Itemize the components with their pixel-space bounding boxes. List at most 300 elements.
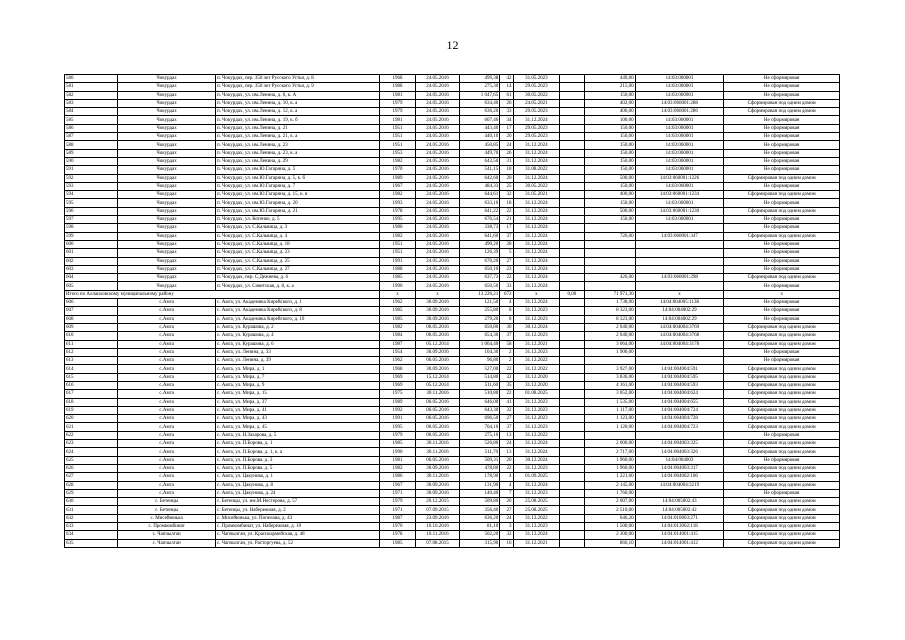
table-row [65, 323, 840, 331]
year-built-cell: 1989 [380, 174, 416, 182]
cadastral-number-cell: 14:03:060001 [635, 75, 724, 83]
area-cell: 514,80 [460, 373, 500, 381]
total-row [65, 290, 840, 298]
cadastral-number-cell: 14:04:004004:723 [635, 423, 724, 431]
area-cell: 255,80 [460, 307, 500, 315]
blank-cell [560, 240, 584, 248]
year-built-cell: 1982 [380, 157, 416, 165]
resettlement-date-cell: 31.12.2024 [513, 299, 560, 307]
address-cell: п. Чокурдах, ул. им.Ленина, д. 10, к. а [215, 99, 379, 107]
date-emergency-cell: 07.08.2015 [415, 539, 459, 547]
blank-cell [560, 381, 584, 389]
row-number-cell: 622 [65, 431, 118, 439]
land-status-cell: Не сформирован [724, 348, 840, 356]
locality-cell: Чокурдах [118, 149, 216, 157]
address-cell: с. Амга, ул. Мира, д. 9 [215, 381, 379, 389]
resettlement-date-cell: 31.12.2024 [513, 481, 560, 489]
table-row [65, 373, 840, 381]
blank-cell [560, 133, 584, 141]
address-cell: с. Амга, ул. Мира, д. 41 [215, 406, 379, 414]
blank-cell [560, 523, 584, 531]
resettlement-date-cell: 29.05.2023 [513, 124, 560, 132]
date-emergency-cell: 24.05.2016 [415, 224, 459, 232]
land-status-cell: Не сформирован [724, 315, 840, 323]
land-area-cell: 646,20 [584, 514, 635, 522]
land-status-cell: Не сформирован [724, 489, 840, 497]
land-area-cell: 2 640,00 [584, 332, 635, 340]
locality-cell: с.Амга [118, 348, 216, 356]
table-row [65, 464, 840, 472]
residents-cell: 24 [500, 141, 513, 149]
locality-cell: с.Амга [118, 307, 216, 315]
area-cell: 643,30 [460, 406, 500, 414]
total-land-area: 71 971,30 [584, 290, 635, 298]
residents-cell: 23 [500, 265, 513, 273]
table-row [65, 390, 840, 398]
land-status-cell: Сформирован под одним домом [724, 440, 840, 448]
year-built-cell: 1968 [380, 75, 416, 83]
table-row [65, 224, 840, 232]
residents-cell: 27 [500, 257, 513, 265]
year-built-cell: 1985 [380, 440, 416, 448]
year-built-cell: 1995 [380, 216, 416, 224]
land-status-cell: Сформирован под одним домом [724, 415, 840, 423]
land-status-cell: Не сформирован [724, 133, 840, 141]
row-number-cell: 619 [65, 406, 118, 414]
year-built-cell: 1981 [380, 91, 416, 99]
cadastral-number-cell: 14:04:004004:3178 [635, 340, 724, 348]
cadastral-number-cell: 14:04:004004:624 [635, 390, 724, 398]
date-emergency-cell: 24.05.2016 [415, 174, 459, 182]
locality-cell: Чокурдах [118, 182, 216, 190]
land-status-cell: Не сформирован [724, 75, 840, 83]
table-row [65, 299, 840, 307]
address-cell: с. Амга, ул. Н.Захарова, д. 5 [215, 431, 379, 439]
locality-cell: Чокурдах [118, 91, 216, 99]
residents-cell: 32 [500, 406, 513, 414]
blank-cell [560, 249, 584, 257]
land-area-cell: 1 760,00 [584, 489, 635, 497]
blank-cell [560, 431, 584, 439]
land-area-cell: 150,00 [584, 216, 635, 224]
year-built-cell: 1951 [380, 133, 416, 141]
date-emergency-cell: 30.09.2016 [415, 489, 459, 497]
year-built-cell: 1953 [380, 149, 416, 157]
blank-cell [560, 166, 584, 174]
row-number-cell: 593 [65, 182, 118, 190]
table-row [65, 166, 840, 174]
cadastral-number-cell: 14:04:004004:593 [635, 381, 724, 389]
land-status-cell: Сформирован под одним домом [724, 539, 840, 547]
locality-cell: Чокурдах [118, 124, 216, 132]
land-status-cell: Сформирован под одним домом [724, 506, 840, 514]
table-row [65, 456, 840, 464]
cadastral-number-cell: 14:04:004003 [635, 456, 724, 464]
land-area-cell: 150,00 [584, 182, 635, 190]
year-built-cell: 1971 [380, 489, 416, 497]
resettlement-date-cell: 31.12.2020 [513, 373, 560, 381]
land-status-cell: Сформирован под одним домом [724, 398, 840, 406]
blank-cell [560, 182, 584, 190]
area-cell: 178,90 [460, 473, 500, 481]
cadastral-number-cell [635, 489, 724, 497]
resettlement-date-cell: 31.12.2024 [513, 240, 560, 248]
year-built-cell: 1969 [380, 373, 416, 381]
residents-cell: 24 [500, 514, 513, 522]
resettlement-date-cell: 31.12.2022 [513, 365, 560, 373]
land-area-cell: 400,00 [584, 191, 635, 199]
date-emergency-cell: 10.11.2016 [415, 531, 459, 539]
address-cell: с. Бетенцы, ул. Набережная, д. 2 [215, 506, 379, 514]
date-emergency-cell: 24.05.2016 [415, 83, 459, 91]
blank-cell [560, 464, 584, 472]
residents-cell: 21 [500, 216, 513, 224]
locality-cell: с. Чапчылган [118, 531, 216, 539]
blank-cell [560, 307, 584, 315]
land-status-cell: Сформирован под одним домом [724, 473, 840, 481]
date-emergency-cell: 24.05.2016 [415, 240, 459, 248]
blank-cell [560, 174, 584, 182]
table-row [65, 381, 840, 389]
table-row [65, 199, 840, 207]
area-cell: 131,90 [460, 481, 500, 489]
land-area-cell: 100,00 [584, 116, 635, 124]
land-area-cell: 3 064,00 [584, 340, 635, 348]
locality-cell: с.Амга [118, 315, 216, 323]
residents-cell: 8 [500, 307, 513, 315]
address-cell: п. Чокурдах, ул. им.Ленина, д. 21 [215, 124, 379, 132]
land-status-cell: Не сформирован [724, 357, 840, 365]
table-row [65, 207, 840, 215]
table-row [65, 191, 840, 199]
blank-cell [560, 514, 584, 522]
land-status-cell: Не сформирован [724, 116, 840, 124]
address-cell: с. Амга, ул. Цакунова, д. 24 [215, 489, 379, 497]
cadastral-number-cell: 14:03:060001:288 [635, 99, 724, 107]
land-status-cell: Сформирован под одним домом [724, 531, 840, 539]
row-number-cell: 587 [65, 133, 118, 141]
row-number-cell: 625 [65, 456, 118, 464]
row-number-cell: 630 [65, 498, 118, 506]
land-status-cell: Сформирован под одним домом [724, 274, 840, 282]
cadastral-number-cell [635, 348, 724, 356]
land-area-cell: 3 836,00 [584, 373, 635, 381]
resettlement-date-cell: 31.12.2024 [513, 157, 560, 165]
address-cell: п. Чокурдах, ул. им.Ю.Гагарина, д. 20 [215, 199, 379, 207]
land-status-cell: Не сформирован [724, 83, 840, 91]
address-cell: п. Чокурдах, ул. им.Ленина, д. 23, к. а [215, 149, 379, 157]
address-cell: с. Амга, ул. Курашова, д. 4 [215, 332, 379, 340]
date-emergency-cell: 24.05.2016 [415, 108, 459, 116]
locality-cell: с.Амга [118, 332, 216, 340]
year-built-cell: 1981 [380, 456, 416, 464]
blank-cell [560, 75, 584, 83]
resettlement-date-cell: 29.05.2023 [513, 108, 560, 116]
locality-cell: с.Амга [118, 323, 216, 331]
total-cell: х [724, 290, 840, 298]
land-status-cell: Сформирован под одним домом [724, 232, 840, 240]
date-emergency-cell: 30.11.2016 [415, 473, 459, 481]
resettlement-date-cell: 25.08.2025 [513, 498, 560, 506]
land-status-cell: Не сформирован [724, 265, 840, 273]
address-cell: п. Чокурдах, ул. им.Ю.Гагарина, д. 15, к. в [215, 191, 379, 199]
table-row [65, 157, 840, 165]
land-area-cell [584, 282, 635, 290]
address-cell: п. Чокурдах, пер. 350 лет Русского Устья, д. 8 [215, 75, 379, 83]
land-area-cell [584, 224, 635, 232]
year-built-cell: 1990 [380, 448, 416, 456]
table-row [65, 332, 840, 340]
land-area-cell: 150,00 [584, 91, 635, 99]
date-emergency-cell: 30.11.2016 [415, 390, 459, 398]
table-row [65, 133, 840, 141]
cadastral-number-cell: 14:03:060001 [635, 141, 724, 149]
land-area-cell: 2 510,00 [584, 506, 635, 514]
resettlement-date-cell: 31.12.2024 [513, 141, 560, 149]
address-cell: с. Бетенцы, ул. им.М.Нестерова, д. 57 [215, 498, 379, 506]
blank-cell [560, 99, 584, 107]
area-cell: 499,38 [460, 75, 500, 83]
year-built-cell: 1984 [380, 332, 416, 340]
blank-cell [560, 423, 584, 431]
address-cell: с. Амга, ул. Академика Кирейского, д. 1 [215, 299, 379, 307]
address-cell: с. Амга, ул. Ленина, д. 33 [215, 348, 379, 356]
cadastral-number-cell: 14:04:013002:118 [635, 523, 724, 531]
year-built-cell: 1992 [380, 406, 416, 414]
resettlement-date-cell: 31.08.2022 [513, 166, 560, 174]
locality-cell: с.Амга [118, 415, 216, 423]
land-area-cell [584, 357, 635, 365]
land-status-cell: Сформирован под одним домом [724, 332, 840, 340]
table-row [65, 315, 840, 323]
residents-cell: 2 [500, 348, 513, 356]
cadastral-number-cell: 14:04:004002:29 [635, 307, 724, 315]
land-area-cell: 3 052,00 [584, 390, 635, 398]
area-cell: 502,20 [460, 531, 500, 539]
blank-cell [560, 489, 584, 497]
address-cell: с. Амга, ул. Академика Кирейского, д. 10 [215, 315, 379, 323]
address-cell: с. Чапчылган, ул. Расторгуева, д. 52 [215, 539, 379, 547]
locality-cell: Чокурдах [118, 207, 216, 215]
resettlement-date-cell: 31.12.2022 [513, 431, 560, 439]
area-cell: 96,80 [460, 357, 500, 365]
area-cell: 510,80 [460, 390, 500, 398]
row-number-cell: 608 [65, 315, 118, 323]
blank-cell [560, 124, 584, 132]
total-cell: 0,00 [560, 290, 584, 298]
address-cell: с. Амга, ул. Мира, д. 15 [215, 390, 379, 398]
address-cell: п. Чокурдах, ул. Котенко, д. 5 [215, 216, 379, 224]
land-area-cell: 2 717,00 [584, 448, 635, 456]
cadastral-number-cell: 14:03:060001 [635, 91, 724, 99]
locality-cell: с.Амга [118, 456, 216, 464]
land-status-cell: Сформирован под одним домом [724, 207, 840, 215]
land-status-cell: Сформирован под одним домом [724, 523, 840, 531]
resettlement-date-cell: 31.05.2021 [513, 191, 560, 199]
year-built-cell: 1982 [380, 232, 416, 240]
land-area-cell: 1 120,00 [584, 423, 635, 431]
table-row [65, 365, 840, 373]
resettlement-date-cell: 31.12.2023 [513, 315, 560, 323]
date-emergency-cell: 30.09.2016 [415, 365, 459, 373]
locality-cell: Чокурдах [118, 83, 216, 91]
address-cell: п. Чокурдах, ул. С.Кальвица, д. 23 [215, 249, 379, 257]
residents-cell: 26 [500, 498, 513, 506]
residents-cell: 34 [500, 116, 513, 124]
resettlement-date-cell: 31.12.2024 [513, 232, 560, 240]
year-built-cell: 1985 [380, 539, 416, 547]
residents-cell: 5 [500, 249, 513, 257]
table-row [65, 440, 840, 448]
table-row [65, 265, 840, 273]
land-area-cell: 402,00 [584, 99, 635, 107]
address-cell: с. Амга, ул. Курашова, д. 6 [215, 340, 379, 348]
cadastral-number-cell: 14:04:004004:3219 [635, 481, 724, 489]
cadastral-number-cell: 14:03:060001 [635, 182, 724, 190]
address-cell: с. Амга, ул. Курашова, д. 2 [215, 323, 379, 331]
address-cell: п. Чокурдах, ул. им.Ленина, д. 23 [215, 141, 379, 149]
cadastral-number-cell: 14:04:014001:412 [635, 539, 724, 547]
land-area-cell [584, 431, 635, 439]
year-built-cell: 1979 [380, 498, 416, 506]
row-number-cell: 624 [65, 448, 118, 456]
residents-cell: 58 [500, 340, 513, 348]
row-number-cell: 611 [65, 340, 118, 348]
table-row [65, 506, 840, 514]
resettlement-date-cell: 31.12.2024 [513, 249, 560, 257]
area-cell: 636,20 [460, 514, 500, 522]
blank-cell [560, 83, 584, 91]
year-built-cell: 1982 [380, 464, 416, 472]
row-number-cell: 607 [65, 307, 118, 315]
locality-cell: Чокурдах [118, 157, 216, 165]
table-row [65, 257, 840, 265]
area-cell: 511,60 [460, 381, 500, 389]
land-area-cell: 1 900,00 [584, 348, 635, 356]
blank-cell [560, 357, 584, 365]
resettlement-date-cell: 31.12.2024 [513, 274, 560, 282]
cadastral-number-cell: 14:04:004004:595 [635, 373, 724, 381]
date-emergency-cell: 20.12.2015 [415, 498, 459, 506]
row-number-cell: 584 [65, 108, 118, 116]
year-built-cell: 1981 [380, 116, 416, 124]
row-number-cell: 634 [65, 531, 118, 539]
area-cell: 676,54 [460, 216, 500, 224]
cadastral-number-cell [635, 249, 724, 257]
year-built-cell: 1962 [380, 357, 416, 365]
locality-cell: с.Амга [118, 381, 216, 389]
land-area-cell: 1 117,00 [584, 406, 635, 414]
blank-cell [560, 199, 584, 207]
residents-cell: 61 [500, 91, 513, 99]
area-cell: 1 064,40 [460, 340, 500, 348]
residents-cell: 2 [500, 357, 513, 365]
table-row [65, 523, 840, 531]
residents-cell: 28 [500, 240, 513, 248]
year-built-cell: 1971 [380, 506, 416, 514]
blank-cell [560, 265, 584, 273]
page-number: 12 [446, 38, 459, 52]
year-built-cell: 1967 [380, 182, 416, 190]
table-row [65, 83, 840, 91]
table-row [65, 141, 840, 149]
row-number-cell: 580 [65, 75, 118, 83]
locality-cell: с. Промкомбинат [118, 523, 216, 531]
blank-cell [560, 448, 584, 456]
area-cell: 650,50 [460, 282, 500, 290]
table-row [65, 75, 840, 83]
land-status-cell: Не сформирован [724, 307, 840, 315]
land-status-cell: Не сформирован [724, 456, 840, 464]
blank-cell [560, 216, 584, 224]
address-cell: п. Чокурдах, ул. им.Ю.Гагарина, д. 5 [215, 166, 379, 174]
land-area-cell: 500,00 [584, 207, 635, 215]
land-area-cell: 1 960,00 [584, 456, 635, 464]
locality-cell: Чокурдах [118, 99, 216, 107]
locality-cell: Чокурдах [118, 274, 216, 282]
table-row [65, 149, 840, 157]
date-emergency-cell: 06.05.2016 [415, 398, 459, 406]
date-emergency-cell: 30.09.2016 [415, 299, 459, 307]
area-cell: 607,46 [460, 116, 500, 124]
year-built-cell: 1954 [380, 348, 416, 356]
resettlement-date-cell: 31.12.2023 [513, 307, 560, 315]
cadastral-number-cell: 14:04:004004:724 [635, 406, 724, 414]
date-emergency-cell: 24.05.2016 [415, 232, 459, 240]
date-emergency-cell: 24.05.2016 [415, 182, 459, 190]
area-cell: 440,10 [460, 133, 500, 141]
table-row [65, 116, 840, 124]
cadastral-number-cell: 14:03:060001:286 [635, 108, 724, 116]
land-status-cell: Сформирован под одним домом [724, 448, 840, 456]
residents-cell: 30 [500, 323, 513, 331]
address-cell: п. Чокурдах, ул. Советская, д. 8, к. а [215, 282, 379, 290]
address-cell: с. Амга, ул. Цакунова, д. 8 [215, 481, 379, 489]
cadastral-number-cell: 14:04:004004:591 [635, 365, 724, 373]
row-number-cell: 613 [65, 357, 118, 365]
address-cell: с. Амга, ул. П.Борова, д. 5 [215, 464, 379, 472]
table-total-body [65, 290, 840, 298]
resettlement-date-cell: 29.05.2023 [513, 83, 560, 91]
land-area-cell: 8 323,00 [584, 307, 635, 315]
row-number-cell: 627 [65, 473, 118, 481]
area-cell: 636,20 [460, 108, 500, 116]
land-status-cell: Не сформирован [724, 141, 840, 149]
row-number-cell: 602 [65, 257, 118, 265]
table-row [65, 307, 840, 315]
resettlement-date-cell: 30.05.2022 [513, 182, 560, 190]
resettlement-date-cell: 31.12.2024 [513, 531, 560, 539]
year-built-cell: 1985 [380, 315, 416, 323]
resettlement-date-cell: 31.12.2024 [513, 207, 560, 215]
resettlement-date-cell: 31.12.2024 [513, 282, 560, 290]
address-cell: с. Промкомбинат, ул. Набережная, д. 10 [215, 523, 379, 531]
row-number-cell: 585 [65, 116, 118, 124]
residents-cell: 42 [500, 75, 513, 83]
date-emergency-cell: 30.09.2016 [415, 307, 459, 315]
cadastral-number-cell: 14:03:060001 [635, 116, 724, 124]
date-emergency-cell: 06.05.2016 [415, 431, 459, 439]
cadastral-number-cell: 14:03:060001:298 [635, 274, 724, 282]
blank-cell [560, 274, 584, 282]
area-cell: 509,80 [460, 498, 500, 506]
locality-cell: Чокурдах [118, 240, 216, 248]
residents-cell: 20 [500, 133, 513, 141]
land-status-cell: Не сформирован [724, 224, 840, 232]
area-cell: 140,40 [460, 489, 500, 497]
resettlement-date-cell: 31.12.2022 [513, 514, 560, 522]
row-number-cell: 614 [65, 365, 118, 373]
